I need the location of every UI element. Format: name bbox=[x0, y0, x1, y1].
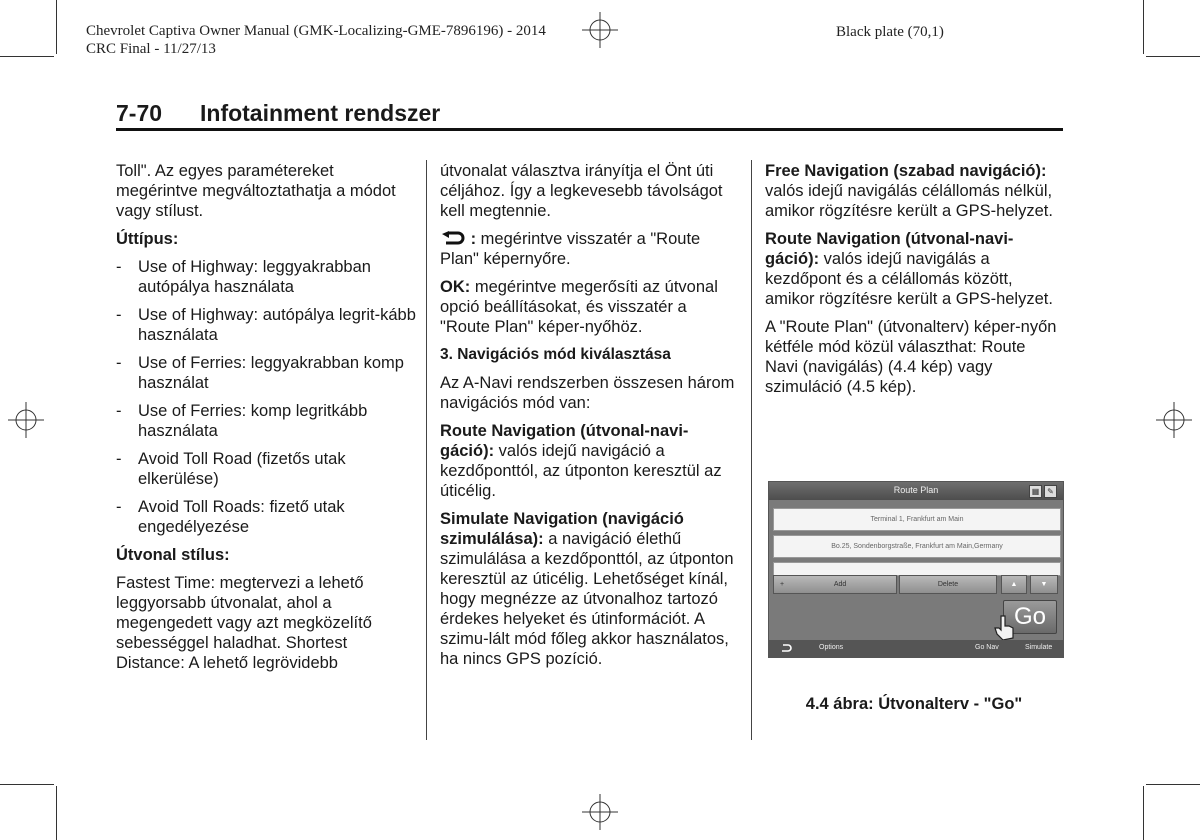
paragraph: A "Route Plan" (útvonalterv) képer-nyőn kétféle mód közül választhat: Route Navi (navigálás) (4.4 kép) vagy szimuláció (4.5 kép). bbox=[765, 318, 1057, 396]
paragraph-route-nav bbox=[440, 421, 740, 501]
list-item bbox=[116, 257, 416, 297]
header-rule bbox=[116, 128, 1063, 131]
list-item bbox=[116, 353, 416, 393]
paragraph: Az A-Navi rendszerben összesen három navigációs mód van: bbox=[440, 374, 735, 412]
print-meta-line1: Chevrolet Captiva Owner Manual (GMK-Localizing-GME-7896196) - 2014 bbox=[86, 23, 546, 39]
list-item-text: Use of Highway: autópálya legrit-kább használata bbox=[138, 306, 416, 344]
go-nav-label: Go Nav bbox=[975, 644, 999, 651]
column-divider bbox=[426, 160, 427, 740]
crop-mark bbox=[1146, 784, 1200, 785]
back-colon: : bbox=[466, 230, 477, 248]
route-nav-text: valós idejű navigálás a kezdőpont és a célállomás között, amikor rögzítésre került a GPS-helyzet. bbox=[765, 250, 1053, 308]
delete-button: Delete bbox=[899, 575, 997, 594]
paragraph-free-nav bbox=[765, 161, 1063, 221]
crop-mark bbox=[1143, 786, 1144, 840]
list-item-text: Use of Ferries: leggyakrabban komp használat bbox=[138, 354, 404, 392]
list-item-text: Use of Highway: leggyakrabban autópálya használata bbox=[138, 258, 371, 296]
print-meta bbox=[86, 22, 546, 58]
print-meta-line2: CRC Final - 11/27/13 bbox=[86, 41, 216, 57]
list-dash: - bbox=[116, 306, 122, 324]
registration-mark bbox=[582, 794, 618, 830]
route-type-list bbox=[116, 257, 416, 537]
list-item bbox=[116, 305, 416, 345]
crop-mark bbox=[56, 0, 57, 54]
paragraph-ok bbox=[440, 277, 740, 337]
list-dash: - bbox=[116, 354, 122, 372]
paragraph: Fastest Time: megtervezi a lehető leggyorsabb útvonalat, ahol a megengedett vagy azt megközelítő sebességgel haladhat. Shortest Distance: A lehető legrövidebb bbox=[116, 574, 372, 672]
crop-mark bbox=[0, 56, 54, 57]
list-item bbox=[116, 401, 416, 441]
plus-icon: + bbox=[780, 581, 785, 588]
ok-text: megérintve megerősíti az útvonal opció beállításokat, és visszatér a "Route Plan" képer-nyőhöz. bbox=[440, 278, 718, 336]
hand-pointer-icon bbox=[991, 614, 1017, 642]
list-item-text: Avoid Toll Road (fizetős utak elkerülése) bbox=[138, 450, 346, 488]
add-label: Add bbox=[833, 581, 847, 588]
move-up-button: ▲ bbox=[1001, 575, 1027, 594]
back-text: megérintve visszatér a "Route Plan" képernyőre. bbox=[440, 230, 701, 268]
section-heading-route-style: Útvonal stílus: bbox=[116, 546, 230, 564]
list-dash: - bbox=[116, 498, 122, 516]
destination-field: Bo.25, Sondenborgstraße, Frankfurt am Main,Germany bbox=[773, 535, 1061, 558]
column-1 bbox=[116, 161, 416, 681]
list-dash: - bbox=[116, 402, 122, 420]
tools-icon: ✎ bbox=[1044, 485, 1057, 498]
route-nav-text: valós idejű navigáció a kezdőponttól, az útponton keresztül az úticélig. bbox=[440, 442, 722, 500]
list-item bbox=[116, 497, 416, 537]
move-down-button: ▼ bbox=[1030, 575, 1058, 594]
add-button bbox=[773, 575, 897, 594]
list-item-text: Use of Ferries: komp legritkább használata bbox=[138, 402, 368, 440]
crop-mark bbox=[1146, 56, 1200, 57]
sim-nav-label: Simulate Navigation (navigáció szimulálása): bbox=[440, 510, 684, 548]
free-nav-label: Free Navigation (szabad navigáció): bbox=[765, 162, 1047, 180]
route-plan-screenshot bbox=[768, 481, 1064, 658]
page-title: Infotainment rendszer bbox=[200, 100, 441, 126]
paragraph-back bbox=[440, 229, 740, 269]
section-heading-route-type: Úttípus: bbox=[116, 230, 179, 248]
plate-label: Black plate (70,1) bbox=[836, 24, 944, 40]
options-label: Options bbox=[819, 644, 844, 651]
column-3 bbox=[765, 161, 1063, 405]
sim-nav-text: a navigáció élethű szimulálása a kezdőponttól, az útponton keresztül az úticélig. Lehetőséget kínál, hogy megnézze az útvonalhoz tartozó érdekes helyeket és útinformációt. A szimu-lált mód főleg akkor használatos, ha nincs GPS pozíció. bbox=[440, 530, 734, 668]
paragraph-route-nav bbox=[765, 229, 1063, 309]
start-point-field: Terminal 1, Frankfurt am Main bbox=[773, 508, 1061, 531]
crop-mark bbox=[1143, 0, 1144, 54]
list-item bbox=[116, 449, 416, 489]
registration-mark bbox=[1156, 402, 1192, 438]
registration-mark bbox=[8, 402, 44, 438]
list-dash: - bbox=[116, 258, 122, 276]
list-item-text: Avoid Toll Roads: fizető utak engedélyezése bbox=[138, 498, 345, 536]
crop-mark bbox=[0, 784, 54, 785]
paragraph: útvonalat választva irányítja el Önt úti céljához. Így a legkevesebb távolságot kell megtennie. bbox=[440, 162, 723, 220]
simulate-label: Simulate bbox=[1025, 644, 1053, 651]
back-arrow-icon bbox=[440, 231, 466, 245]
list-dash: - bbox=[116, 450, 122, 468]
registration-mark bbox=[582, 12, 618, 48]
screen-bottom-bar bbox=[769, 640, 1063, 657]
page-number: 7-70 bbox=[116, 100, 163, 126]
back-arrow-icon bbox=[779, 644, 793, 653]
screen-title: Route Plan bbox=[893, 485, 939, 495]
paragraph-sim-nav bbox=[440, 509, 740, 669]
route-nav-label: Route Navigation (útvonal-navi-gáció): bbox=[765, 230, 1014, 268]
go-button: Go bbox=[1003, 600, 1057, 634]
screen-title-bar bbox=[769, 482, 1063, 500]
crop-mark bbox=[56, 786, 57, 840]
empty-waypoint-field bbox=[773, 562, 1061, 576]
section-heading-nav-mode: 3. Navigációs mód kiválasztása bbox=[440, 346, 671, 363]
ok-label: OK: bbox=[440, 278, 471, 296]
map-icon: ▦ bbox=[1029, 485, 1042, 498]
route-nav-label: Route Navigation (útvonal-navi-gáció): bbox=[440, 422, 689, 460]
figure-caption: 4.4 ábra: Útvonalterv - "Go" bbox=[805, 695, 1023, 713]
paragraph: Toll". Az egyes paramétereket megérintve megváltoztathatja a módot vagy stílust. bbox=[116, 162, 396, 220]
column-2 bbox=[440, 161, 740, 677]
column-divider bbox=[751, 160, 752, 740]
free-nav-text: valós idejű navigálás célállomás nélkül, amikor rögzítésre került a GPS-helyzet. bbox=[765, 182, 1053, 220]
